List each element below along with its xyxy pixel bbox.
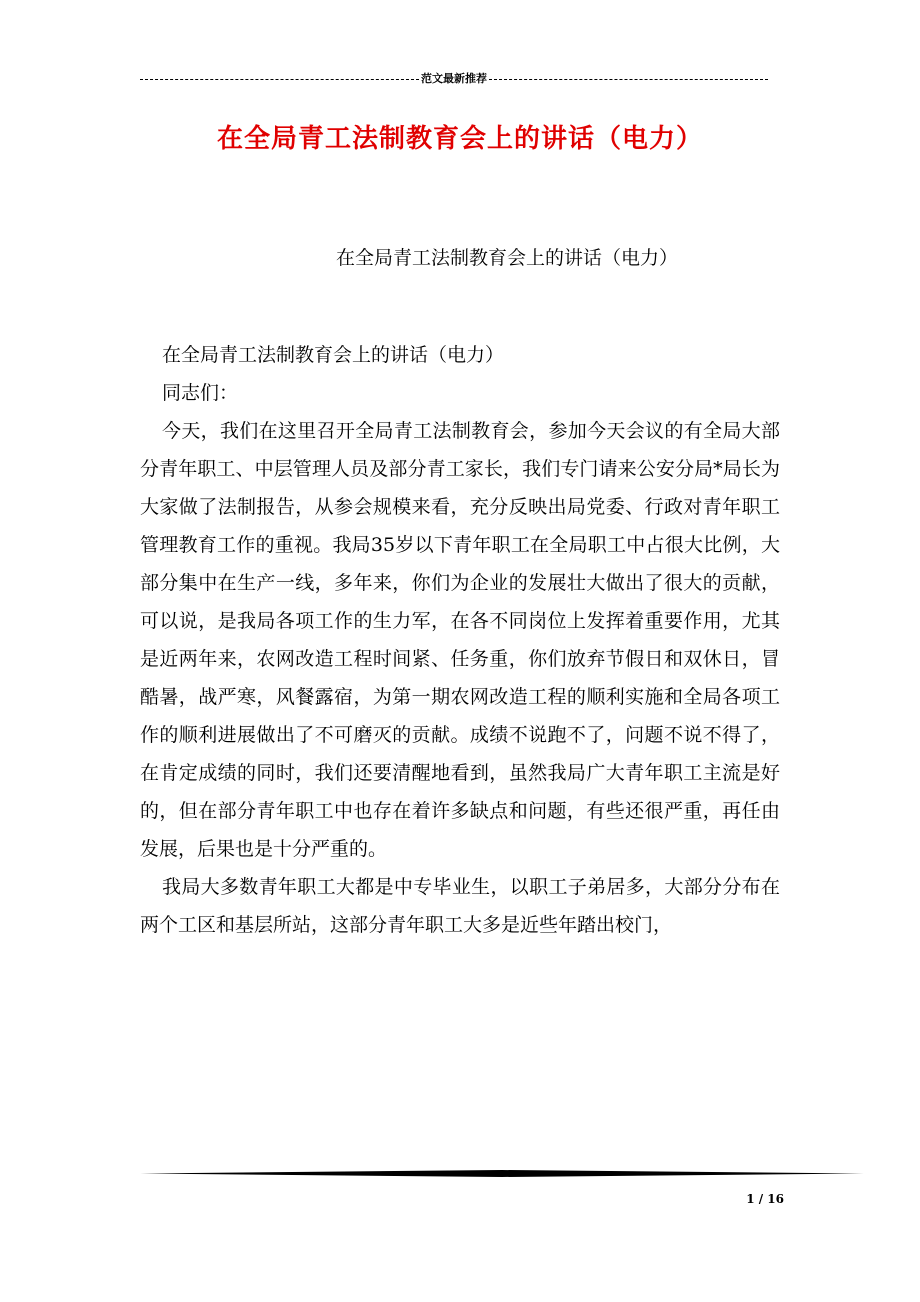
- body-paragraph: 同志们：: [162, 382, 239, 404]
- body-paragraph: 在全局青工法制教育会上的讲话（电力）: [162, 344, 505, 366]
- header-dash-left: [140, 79, 419, 80]
- header-dash-right: [489, 79, 768, 80]
- document-body: [140, 336, 780, 944]
- document-title: 在全局青工法制教育会上的讲话（电力）: [216, 124, 703, 154]
- body-paragraph: 我局大多数青年职工大都是中专毕业生，以职工子弟居多，大部分分布在两个工区和基层所站，这部分青年职工大多是近些年踏出校门，: [140, 876, 780, 936]
- header-banner-label: 范文最新推荐: [421, 72, 487, 85]
- header-banner: [140, 68, 768, 88]
- footer-rule: [140, 1170, 864, 1177]
- page-number: 1 / 16: [746, 1192, 784, 1206]
- body-paragraph: 今天，我们在这里召开全局青工法制教育会，参加今天会议的有全局大部分青年职工、中层管理人员及部分青工家长，我们专门请来公安分局*局长为大家做了法制报告，从参会规模来看，充分反映出局党委、行政对青年职工管理教育工作的重视。我局35岁以下青年职工在全局职工中占很大比例，大部分集中在生产一线，多年来，你们为企业的发展壮大做出了很大的贡献，可以说，是我局各项工作的生力军，在各不同岗位上发挥着重要作用，尤其是近两年来，农网改造工程时间紧、任务重，你们放弃节假日和双休日，冒酷暑，战严寒，风餐露宿，为第一期农网改造工程的顺利实施和全局各项工作的顺利进展做出了不可磨灭的贡献。成绩不说跑不了，问题不说不得了，在肯定成绩的同时，我们还要清醒地看到，虽然我局广大青年职工主流是好的，但在部分青年职工中也存在着许多缺点和问题，有些还很严重，再任由发展，后果也是十分严重的。: [140, 420, 780, 860]
- document-subtitle: 在全局青工法制教育会上的讲话（电力）: [336, 247, 679, 269]
